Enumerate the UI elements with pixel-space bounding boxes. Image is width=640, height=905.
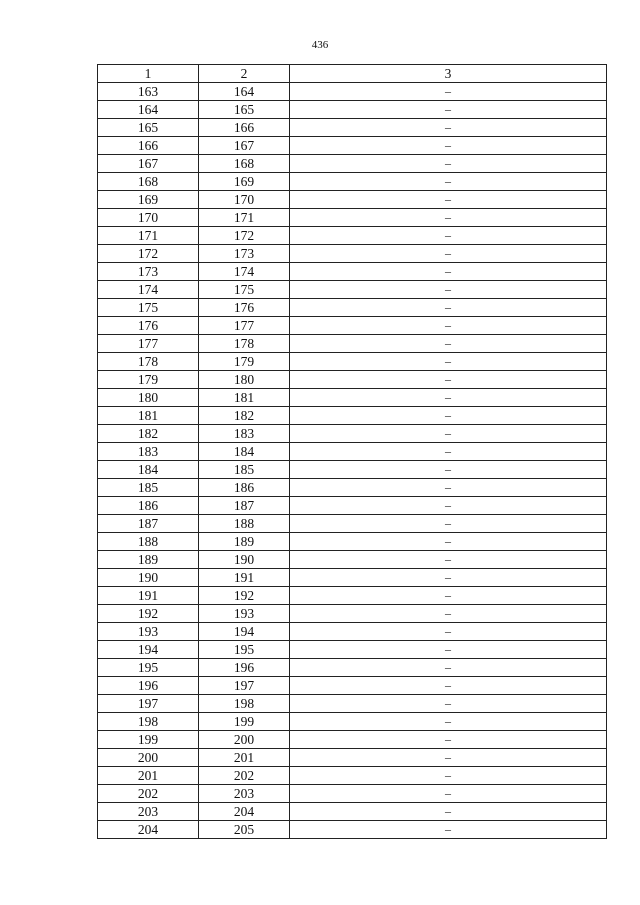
table-row [98, 623, 607, 641]
table-cell-col-3: – [290, 533, 607, 551]
table-cell-col-2: 192 [199, 587, 290, 605]
table-cell-col-3: – [290, 731, 607, 749]
table-cell-col-3: – [290, 587, 607, 605]
table-cell-col-1: 188 [98, 533, 199, 551]
table-cell-col-3: – [290, 173, 607, 191]
table-row [98, 803, 607, 821]
table-row [98, 245, 607, 263]
table-row [98, 83, 607, 101]
table-row [98, 371, 607, 389]
table-cell-col-1: 199 [98, 731, 199, 749]
table-row [98, 173, 607, 191]
table-cell-col-1: 193 [98, 623, 199, 641]
table-row [98, 479, 607, 497]
header-row [98, 65, 607, 83]
table-cell-col-1: 194 [98, 641, 199, 659]
table-row [98, 767, 607, 785]
table-row [98, 677, 607, 695]
table-cell-col-2: 168 [199, 155, 290, 173]
table-cell-col-3: – [290, 479, 607, 497]
table-cell-col-2: 169 [199, 173, 290, 191]
table-cell-col-2: 194 [199, 623, 290, 641]
table-row [98, 497, 607, 515]
table-cell-col-2: 205 [199, 821, 290, 839]
table-row [98, 713, 607, 731]
table-cell-col-3: – [290, 263, 607, 281]
table-cell-col-2: 197 [199, 677, 290, 695]
table-cell-col-1: 176 [98, 317, 199, 335]
table-cell-col-1: 182 [98, 425, 199, 443]
table-cell-col-1: 189 [98, 551, 199, 569]
table-cell-col-1: 185 [98, 479, 199, 497]
table-row [98, 281, 607, 299]
table-cell-col-1: 163 [98, 83, 199, 101]
table-cell-col-1: 177 [98, 335, 199, 353]
table-cell-col-2: 189 [199, 533, 290, 551]
table-cell-col-3: – [290, 623, 607, 641]
table-cell-col-1: 169 [98, 191, 199, 209]
table-cell-col-1: 192 [98, 605, 199, 623]
table-cell-col-2: 193 [199, 605, 290, 623]
table-cell-col-3: – [290, 83, 607, 101]
table-cell-col-2: 200 [199, 731, 290, 749]
table-cell-col-1: 168 [98, 173, 199, 191]
column-header-3: 3 [290, 65, 607, 83]
table-cell-col-3: – [290, 281, 607, 299]
table-cell-col-1: 201 [98, 767, 199, 785]
table-cell-col-1: 200 [98, 749, 199, 767]
table-row [98, 137, 607, 155]
table-cell-col-1: 179 [98, 371, 199, 389]
table-cell-col-3: – [290, 605, 607, 623]
table-row [98, 785, 607, 803]
table-cell-col-2: 182 [199, 407, 290, 425]
table-row [98, 299, 607, 317]
table-cell-col-3: – [290, 119, 607, 137]
table-cell-col-1: 186 [98, 497, 199, 515]
table-row [98, 407, 607, 425]
table-row [98, 209, 607, 227]
table-cell-col-3: – [290, 641, 607, 659]
table-row [98, 317, 607, 335]
table-cell-col-3: – [290, 569, 607, 587]
table-cell-col-2: 164 [199, 83, 290, 101]
table-row [98, 659, 607, 677]
table-cell-col-3: – [290, 551, 607, 569]
table-row [98, 551, 607, 569]
table-cell-col-2: 179 [199, 353, 290, 371]
table-cell-col-3: – [290, 821, 607, 839]
table-cell-col-3: – [290, 227, 607, 245]
table-header [98, 65, 607, 83]
table-cell-col-2: 174 [199, 263, 290, 281]
table-cell-col-1: 171 [98, 227, 199, 245]
table-cell-col-1: 175 [98, 299, 199, 317]
table-cell-col-1: 183 [98, 443, 199, 461]
table-row [98, 641, 607, 659]
table-cell-col-3: – [290, 803, 607, 821]
table-body [98, 83, 607, 839]
table-row [98, 515, 607, 533]
table-cell-col-2: 183 [199, 425, 290, 443]
table-row [98, 119, 607, 137]
table-cell-col-1: 167 [98, 155, 199, 173]
table-row [98, 533, 607, 551]
table-cell-col-3: – [290, 677, 607, 695]
table-cell-col-1: 197 [98, 695, 199, 713]
table-cell-col-2: 191 [199, 569, 290, 587]
table-cell-col-3: – [290, 767, 607, 785]
table-cell-col-2: 170 [199, 191, 290, 209]
table-cell-col-2: 165 [199, 101, 290, 119]
table-cell-col-3: – [290, 101, 607, 119]
table-row [98, 353, 607, 371]
table-cell-col-3: – [290, 191, 607, 209]
table-row [98, 569, 607, 587]
table-cell-col-2: 195 [199, 641, 290, 659]
table-cell-col-1: 174 [98, 281, 199, 299]
table-cell-col-3: – [290, 389, 607, 407]
table-cell-col-1: 191 [98, 587, 199, 605]
table-cell-col-3: – [290, 713, 607, 731]
table-cell-col-1: 196 [98, 677, 199, 695]
table-cell-col-2: 199 [199, 713, 290, 731]
table-cell-col-2: 166 [199, 119, 290, 137]
table-row [98, 335, 607, 353]
table-cell-col-2: 176 [199, 299, 290, 317]
table-cell-col-1: 202 [98, 785, 199, 803]
table-cell-col-1: 178 [98, 353, 199, 371]
table-cell-col-2: 196 [199, 659, 290, 677]
table-cell-col-2: 187 [199, 497, 290, 515]
table-cell-col-2: 173 [199, 245, 290, 263]
table-cell-col-3: – [290, 443, 607, 461]
table-cell-col-2: 181 [199, 389, 290, 407]
table-cell-col-1: 173 [98, 263, 199, 281]
table-cell-col-3: – [290, 335, 607, 353]
table-cell-col-2: 180 [199, 371, 290, 389]
table-cell-col-3: – [290, 785, 607, 803]
table-cell-col-1: 165 [98, 119, 199, 137]
table-cell-col-2: 172 [199, 227, 290, 245]
table-row [98, 461, 607, 479]
column-header-1: 1 [98, 65, 199, 83]
table-cell-col-3: – [290, 137, 607, 155]
column-header-2: 2 [199, 65, 290, 83]
table-cell-col-1: 164 [98, 101, 199, 119]
table-cell-col-1: 172 [98, 245, 199, 263]
table-cell-col-2: 203 [199, 785, 290, 803]
table-row [98, 263, 607, 281]
table-cell-col-2: 177 [199, 317, 290, 335]
table-cell-col-3: – [290, 353, 607, 371]
table-cell-col-2: 167 [199, 137, 290, 155]
table-cell-col-2: 185 [199, 461, 290, 479]
table-cell-col-2: 184 [199, 443, 290, 461]
table-cell-col-1: 170 [98, 209, 199, 227]
table-cell-col-3: – [290, 371, 607, 389]
page-number: 436 [311, 39, 329, 51]
table-cell-col-2: 186 [199, 479, 290, 497]
table-cell-col-3: – [290, 515, 607, 533]
table-cell-col-3: – [290, 695, 607, 713]
table-cell-col-2: 171 [199, 209, 290, 227]
table-row [98, 587, 607, 605]
table-cell-col-1: 190 [98, 569, 199, 587]
table-cell-col-1: 181 [98, 407, 199, 425]
table-cell-col-3: – [290, 317, 607, 335]
table-cell-col-3: – [290, 461, 607, 479]
table-row [98, 191, 607, 209]
table-row [98, 731, 607, 749]
table-row [98, 389, 607, 407]
table-row [98, 101, 607, 119]
table-cell-col-3: – [290, 245, 607, 263]
table-cell-col-1: 195 [98, 659, 199, 677]
table-row [98, 155, 607, 173]
table-row [98, 425, 607, 443]
table-cell-col-2: 190 [199, 551, 290, 569]
table-cell-col-1: 166 [98, 137, 199, 155]
table-cell-col-3: – [290, 659, 607, 677]
table-cell-col-1: 187 [98, 515, 199, 533]
table-cell-col-2: 175 [199, 281, 290, 299]
table-cell-col-2: 178 [199, 335, 290, 353]
table-cell-col-1: 180 [98, 389, 199, 407]
data-table [97, 64, 607, 839]
table-cell-col-3: – [290, 749, 607, 767]
table-cell-col-2: 201 [199, 749, 290, 767]
table-cell-col-3: – [290, 155, 607, 173]
table-row [98, 605, 607, 623]
table-cell-col-1: 204 [98, 821, 199, 839]
table-row [98, 443, 607, 461]
table-row [98, 695, 607, 713]
table-cell-col-3: – [290, 209, 607, 227]
table-row [98, 821, 607, 839]
table-cell-col-2: 204 [199, 803, 290, 821]
table-cell-col-3: – [290, 407, 607, 425]
table-cell-col-3: – [290, 425, 607, 443]
table-cell-col-1: 184 [98, 461, 199, 479]
table-cell-col-2: 202 [199, 767, 290, 785]
table-cell-col-3: – [290, 497, 607, 515]
table-cell-col-2: 188 [199, 515, 290, 533]
table-cell-col-1: 198 [98, 713, 199, 731]
table-cell-col-1: 203 [98, 803, 199, 821]
table-row [98, 749, 607, 767]
table-cell-col-2: 198 [199, 695, 290, 713]
table-cell-col-3: – [290, 299, 607, 317]
table-row [98, 227, 607, 245]
